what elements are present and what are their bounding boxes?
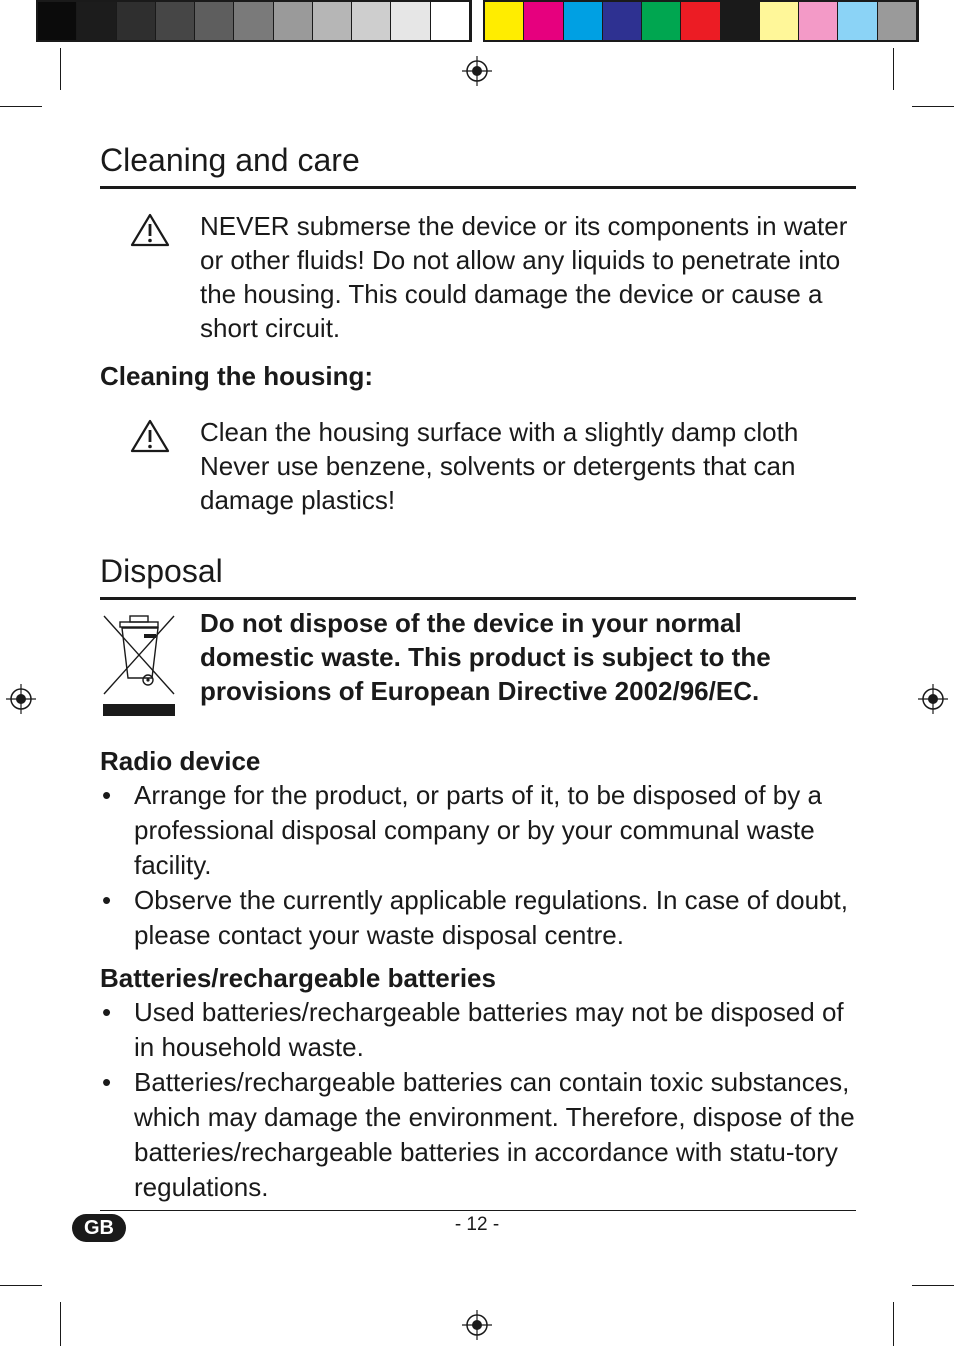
weee-notice xyxy=(100,606,856,708)
warning-block-housing xyxy=(100,415,856,517)
color-swatch xyxy=(721,2,760,40)
color-calibration-bar xyxy=(483,0,919,42)
crop-mark xyxy=(0,1285,42,1286)
cleaning-title: Cleaning and care xyxy=(100,140,856,189)
color-swatch xyxy=(38,2,77,40)
color-swatch xyxy=(156,2,195,40)
page-number: - 12 - xyxy=(454,1214,500,1235)
bullet: • xyxy=(102,780,112,810)
color-swatch xyxy=(313,2,352,40)
bullet: • xyxy=(102,885,112,915)
crossed-out-wheelie-bin-icon xyxy=(100,610,178,718)
list-item xyxy=(100,1065,856,1205)
color-swatch xyxy=(681,2,720,40)
warning-text: Clean the housing surface with a slightly damp cloth Never use benzene, solvents or detergents that can damage plastics! xyxy=(200,417,799,515)
batteries-list xyxy=(100,995,856,1205)
color-swatch xyxy=(352,2,391,40)
color-swatch xyxy=(524,2,563,40)
warning-block-submerse xyxy=(100,209,856,345)
color-swatch xyxy=(77,2,116,40)
footer-rule xyxy=(100,1210,856,1211)
color-swatch xyxy=(838,2,877,40)
color-swatch xyxy=(799,2,838,40)
crop-mark xyxy=(0,106,42,107)
bullet: • xyxy=(102,1067,112,1097)
list-item-text: Batteries/rechargeable batteries can contain toxic substances, which may damage the environment. Therefore, dispose of the batteries/rechargeable batteries in accordance with statu-tory regulations. xyxy=(134,1067,855,1202)
color-swatch xyxy=(195,2,234,40)
batteries-heading: Batteries/rechargeable batteries xyxy=(100,963,496,993)
crop-mark xyxy=(893,1302,894,1346)
color-swatch xyxy=(642,2,681,40)
list-item xyxy=(100,883,856,953)
crop-mark xyxy=(60,48,61,90)
registration-mark-icon xyxy=(462,56,492,86)
list-item xyxy=(100,778,856,883)
color-swatch xyxy=(878,2,917,40)
radio-device-heading: Radio device xyxy=(100,746,261,776)
language-badge: GB xyxy=(72,1214,126,1242)
list-item xyxy=(100,995,856,1065)
warning-text: NEVER submerse the device or its components in water or other fluids! Do not allow any liquids to penetrate into the housing. This could damage the device or cause a short circuit. xyxy=(200,211,848,343)
crop-mark xyxy=(912,1285,954,1286)
crop-mark xyxy=(912,106,954,107)
housing-heading: Cleaning the housing: xyxy=(100,361,373,391)
warning-triangle-icon xyxy=(130,419,170,453)
color-swatch xyxy=(234,2,273,40)
registration-mark-icon xyxy=(462,1310,492,1340)
color-swatch xyxy=(564,2,603,40)
color-swatch xyxy=(391,2,430,40)
registration-mark-icon xyxy=(918,684,948,714)
registration-mark-icon xyxy=(6,684,36,714)
list-item-text: Used batteries/rechargeable batteries may not be disposed of in household waste. xyxy=(134,997,844,1062)
warning-triangle-icon xyxy=(130,213,170,247)
color-swatch xyxy=(274,2,313,40)
disposal-notice-text: Do not dispose of the device in your normal domestic waste. This product is subject to the provisions of European Directive 2002/96/EC. xyxy=(200,608,771,706)
color-swatch xyxy=(760,2,799,40)
crop-mark xyxy=(60,1302,61,1346)
color-swatch xyxy=(431,2,470,40)
color-swatch xyxy=(485,2,524,40)
crop-mark xyxy=(893,48,894,90)
disposal-title: Disposal xyxy=(100,551,856,600)
color-swatch xyxy=(117,2,156,40)
page-content xyxy=(100,140,856,1205)
color-swatch xyxy=(603,2,642,40)
bullet: • xyxy=(102,997,112,1027)
grayscale-calibration-bar xyxy=(36,0,472,42)
radio-device-list xyxy=(100,778,856,953)
list-item-text: Arrange for the product, or parts of it, to be disposed of by a professional disposal company or by your communal waste facility. xyxy=(134,780,822,880)
list-item-text: Observe the currently applicable regulations. In case of doubt, please contact your waste disposal centre. xyxy=(134,885,848,950)
